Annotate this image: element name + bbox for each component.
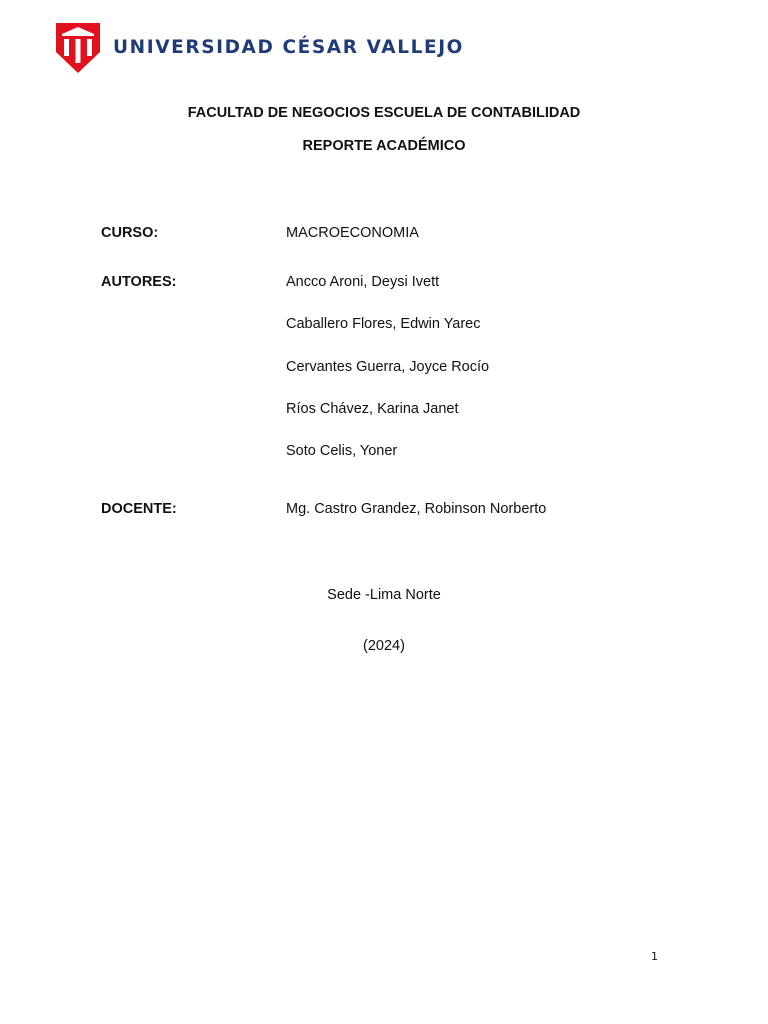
teacher-label: DOCENTE:: [101, 501, 177, 517]
year-text: (2024): [363, 638, 405, 654]
ucv-shield-logo-icon: [55, 22, 101, 74]
page-number: 1: [651, 950, 658, 963]
author-name: Soto Celis, Yoner: [286, 443, 398, 459]
campus-text: Sede -Lima Norte: [327, 587, 441, 603]
author-name: Ancco Aroni, Deysi Ivett: [286, 274, 440, 290]
author-name: Caballero Flores, Edwin Yarec: [286, 316, 481, 332]
university-logo: [55, 22, 464, 74]
author-name: Ríos Chávez, Karina Janet: [286, 401, 459, 417]
university-name: UNIVERSIDAD CÉSAR VALLEJO: [113, 36, 465, 58]
faculty-title: FACULTAD DE NEGOCIOS ESCUELA DE CONTABILIDAD: [187, 105, 581, 121]
report-title: REPORTE ACADÉMICO: [302, 138, 466, 154]
teacher-value: Mg. Castro Grandez, Robinson Norberto: [286, 501, 547, 517]
course-value: MACROECONOMIA: [286, 225, 419, 241]
course-label: CURSO:: [101, 225, 159, 241]
authors-label: AUTORES:: [101, 274, 177, 290]
author-name: Cervantes Guerra, Joyce Rocío: [286, 359, 490, 375]
